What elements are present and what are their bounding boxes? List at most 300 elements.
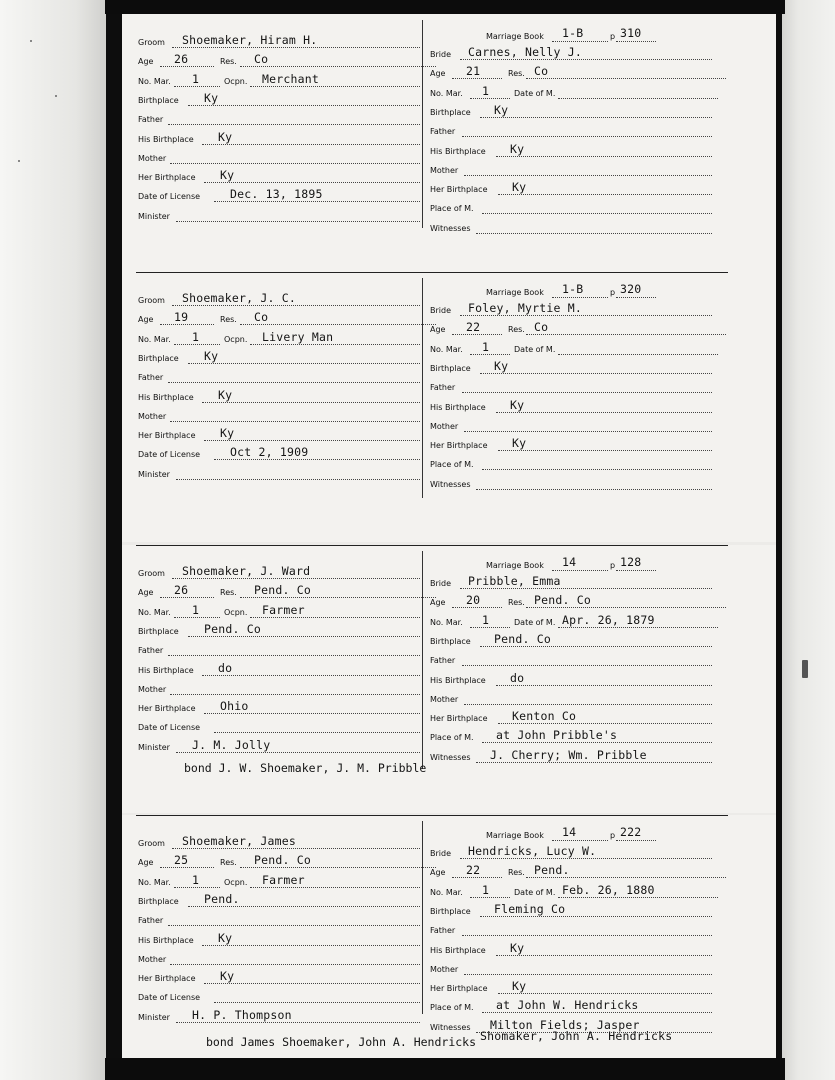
bride-no-mar-label: No. Mar.: [430, 344, 463, 354]
bride-date-of-m-label: Date of M.: [514, 887, 556, 897]
bride-mother-label: Mother: [430, 694, 459, 704]
bride-her-birthplace-value: Ky: [512, 180, 527, 195]
entry-line: [480, 916, 712, 917]
groom-no-mar-label: No. Mar.: [138, 607, 171, 617]
groom-her-birthplace-label: Her Birthplace: [138, 974, 196, 984]
entry-line: [480, 646, 712, 647]
bride-place-of-m-value: at John W. Hendricks: [496, 998, 639, 1013]
groom-age-value: 26: [174, 583, 189, 598]
page-value: 222: [620, 825, 642, 839]
entry-line: [160, 66, 214, 67]
bride-age-label: Age: [430, 598, 446, 608]
groom-mother-label: Mother: [138, 684, 167, 694]
entry-line: [168, 925, 420, 926]
bride-no-mar-value: 1: [482, 612, 490, 627]
groom-father-label: Father: [138, 115, 164, 125]
right-margin-strip: [778, 0, 835, 1080]
groom-ocpn-label: Ocpn.: [224, 76, 248, 86]
bride-her-birthplace-value: Kenton Co: [512, 709, 577, 724]
entry-line: [168, 124, 420, 125]
bride-no-mar-label: No. Mar.: [430, 617, 463, 627]
entry-line: [460, 315, 712, 316]
column-divider: [422, 278, 423, 498]
entry-line: [174, 887, 220, 888]
entry-line: [250, 86, 420, 87]
groom-date-of-license-value: Dec. 13, 1895: [230, 187, 323, 202]
groom-her-birthplace-value: Ky: [220, 168, 235, 183]
entry-line: [250, 617, 420, 618]
groom-age-value: 19: [174, 310, 189, 325]
entry-line: [204, 440, 420, 441]
bride-name-value: Hendricks, Lucy W.: [468, 844, 597, 858]
entry-line: [204, 713, 420, 714]
entry-line: [498, 194, 712, 195]
scan-speck: [55, 95, 57, 97]
bride-no-mar-value: 1: [482, 83, 490, 98]
bride-name-label: Bride: [430, 849, 451, 858]
groom-ocpn-value: Merchant: [262, 71, 319, 86]
groom-ocpn-value: Farmer: [262, 872, 305, 887]
entry-line: [552, 41, 608, 42]
entry-line: [170, 163, 420, 164]
page-value: 320: [620, 282, 642, 296]
entry-line: [240, 597, 436, 598]
entry-line: [160, 597, 214, 598]
entry-line: [480, 117, 712, 118]
bride-name-value: Carnes, Nelly J.: [468, 45, 582, 59]
groom-ocpn-label: Ocpn.: [224, 877, 248, 887]
groom-birthplace-label: Birthplace: [138, 896, 179, 906]
entry-line: [160, 867, 214, 868]
groom-res-label: Res.: [220, 315, 237, 325]
bride-witnesses-label: Witnesses: [430, 223, 471, 233]
groom-her-birthplace-value: Ky: [220, 969, 235, 984]
bride-mother-label: Mother: [430, 165, 459, 175]
bride-his-birthplace-label: His Birthplace: [430, 402, 486, 412]
entry-line: [470, 98, 510, 99]
groom-ocpn-value: Livery Man: [262, 329, 334, 344]
entry-line: [172, 848, 420, 849]
groom-mother-label: Mother: [138, 954, 167, 964]
bride-father-label: Father: [430, 656, 456, 666]
bride-name-value: Pribble, Emma: [468, 574, 561, 588]
entry-line: [250, 344, 420, 345]
groom-minister-value: H. P. Thompson: [192, 1007, 292, 1022]
film-edge-left: [106, 0, 122, 1080]
marriage-record-card: [122, 545, 776, 813]
bride-res-label: Res.: [508, 598, 525, 608]
entry-line: [616, 41, 656, 42]
column-divider: [422, 20, 423, 228]
groom-his-birthplace-label: His Birthplace: [138, 665, 194, 675]
groom-her-birthplace-label: Her Birthplace: [138, 173, 196, 183]
entry-line: [250, 887, 420, 888]
bride-witnesses-label: Witnesses: [430, 479, 471, 489]
entry-line: [464, 974, 712, 975]
entry-line: [460, 858, 712, 859]
entry-line: [552, 570, 608, 571]
marriage-record-card: [122, 815, 776, 1058]
entry-line: [174, 617, 220, 618]
entry-line: [498, 450, 712, 451]
entry-line: [170, 694, 420, 695]
entry-line: [498, 723, 712, 724]
bride-birthplace-value: Pend. Co: [494, 631, 551, 646]
marriage-book-label: Marriage Book: [486, 561, 544, 570]
page-label: p: [610, 561, 616, 570]
film-edge-right: [776, 0, 782, 1080]
bride-birthplace-label: Birthplace: [430, 636, 471, 646]
entry-line: [558, 98, 718, 99]
bride-his-birthplace-label: His Birthplace: [430, 146, 486, 156]
column-divider: [422, 821, 423, 1014]
groom-name-value: Shoemaker, J. C.: [182, 291, 296, 305]
bride-her-birthplace-value: Ky: [512, 979, 527, 994]
entry-line: [452, 78, 502, 79]
entry-line: [476, 233, 712, 234]
entry-line: [168, 382, 420, 383]
groom-res-value: Co: [254, 310, 269, 325]
bride-witnesses-label: Witnesses: [430, 752, 471, 762]
entry-line: [496, 156, 712, 157]
entry-line: [176, 752, 420, 753]
entry-line: [176, 479, 420, 480]
groom-her-birthplace-label: Her Birthplace: [138, 704, 196, 714]
marriage-record-card: [122, 272, 776, 542]
entry-line: [172, 47, 420, 48]
scan-speck: [18, 160, 20, 162]
groom-his-birthplace-label: His Birthplace: [138, 392, 194, 402]
groom-her-birthplace-value: Ohio: [220, 699, 249, 714]
bride-age-label: Age: [430, 868, 446, 878]
groom-ocpn-label: Ocpn.: [224, 607, 248, 617]
bride-father-label: Father: [430, 383, 456, 393]
scan-speck: [30, 40, 32, 42]
entry-line: [558, 627, 718, 628]
bride-his-birthplace-value: do: [510, 670, 525, 685]
entry-line: [202, 144, 420, 145]
bride-name-value: Foley, Myrtie M.: [468, 301, 582, 315]
entry-line: [214, 201, 420, 202]
groom-minister-value: J. M. Jolly: [192, 737, 271, 752]
entry-line: [172, 578, 420, 579]
groom-birthplace-label: Birthplace: [138, 353, 179, 363]
bride-birthplace-label: Birthplace: [430, 107, 471, 117]
bride-witnesses-continued: Shomaker, John A. Hendricks: [480, 1028, 673, 1043]
entry-line: [452, 334, 502, 335]
film-edge-top: [105, 0, 785, 14]
bride-date-of-m-label: Date of M.: [514, 88, 556, 98]
groom-birthplace-value: Ky: [204, 348, 219, 363]
bride-birthplace-value: Ky: [494, 358, 509, 373]
entry-line: [176, 221, 420, 222]
entry-line: [462, 392, 712, 393]
bride-place-of-m-label: Place of M.: [430, 1003, 474, 1013]
groom-minister-label: Minister: [138, 211, 170, 221]
entry-line: [464, 704, 712, 705]
entry-line: [176, 1022, 420, 1023]
groom-age-label: Age: [138, 588, 154, 598]
entry-line: [240, 324, 436, 325]
bride-her-birthplace-label: Her Birthplace: [430, 984, 488, 994]
entry-line: [214, 459, 420, 460]
page-value: 128: [620, 555, 642, 569]
entry-line: [462, 935, 712, 936]
column-divider: [422, 551, 423, 769]
groom-her-birthplace-label: Her Birthplace: [138, 431, 196, 441]
bride-name-label: Bride: [430, 50, 451, 59]
entry-line: [170, 421, 420, 422]
entry-line: [460, 588, 712, 589]
entry-line: [160, 324, 214, 325]
groom-mother-label: Mother: [138, 153, 167, 163]
groom-name-label: Groom: [138, 38, 165, 47]
entry-line: [202, 402, 420, 403]
groom-name-value: Shoemaker, J. Ward: [182, 564, 311, 578]
entry-line: [496, 685, 712, 686]
marriage-book-value: 14: [562, 825, 577, 839]
entry-line: [476, 489, 712, 490]
bride-res-value: Co: [534, 320, 549, 335]
bride-age-value: 22: [466, 863, 481, 878]
entry-line: [240, 867, 436, 868]
groom-father-label: Father: [138, 373, 164, 383]
entry-line: [470, 897, 510, 898]
bride-mother-label: Mother: [430, 421, 459, 431]
bride-his-birthplace-value: Ky: [510, 141, 525, 156]
bride-his-birthplace-label: His Birthplace: [430, 945, 486, 955]
marriage-book-label: Marriage Book: [486, 32, 544, 41]
entry-line: [616, 840, 656, 841]
groom-no-mar-label: No. Mar.: [138, 334, 171, 344]
groom-res-label: Res.: [220, 588, 237, 598]
bride-res-value: Co: [534, 64, 549, 79]
bride-place-of-m-label: Place of M.: [430, 204, 474, 214]
groom-date-of-license-label: Date of License: [138, 723, 201, 733]
bride-mother-label: Mother: [430, 964, 459, 974]
groom-his-birthplace-value: Ky: [218, 129, 233, 144]
bride-age-value: 22: [466, 320, 481, 335]
groom-res-value: Pend. Co: [254, 583, 311, 598]
bride-witnesses-label: Witnesses: [430, 1022, 471, 1032]
entry-line: [202, 945, 420, 946]
groom-age-label: Age: [138, 858, 154, 868]
groom-minister-label: Minister: [138, 1012, 170, 1022]
entry-line: [480, 373, 712, 374]
page-label: p: [610, 288, 616, 297]
entry-line: [188, 363, 420, 364]
entry-line: [172, 305, 420, 306]
entry-line: [214, 1002, 420, 1003]
entry-line: [460, 59, 712, 60]
marriage-book-value: 1-B: [562, 26, 584, 40]
bride-date-of-m-label: Date of M.: [514, 617, 556, 627]
bride-no-mar-label: No. Mar.: [430, 887, 463, 897]
marriage-book-value: 1-B: [562, 282, 584, 296]
groom-birthplace-value: Pend. Co: [204, 621, 261, 636]
page-label: p: [610, 831, 616, 840]
entry-line: [470, 354, 510, 355]
groom-mother-label: Mother: [138, 411, 167, 421]
bride-no-mar-value: 1: [482, 339, 490, 354]
entry-line: [526, 607, 726, 608]
entry-line: [496, 955, 712, 956]
groom-minister-label: Minister: [138, 469, 170, 479]
bride-his-birthplace-value: Ky: [510, 940, 525, 955]
entry-line: [482, 469, 712, 470]
groom-his-birthplace-value: Ky: [218, 930, 233, 945]
entry-line: [558, 354, 718, 355]
groom-his-birthplace-value: do: [218, 660, 233, 675]
entry-line: [482, 1012, 712, 1013]
entry-line: [170, 964, 420, 965]
groom-date-of-license-label: Date of License: [138, 450, 201, 460]
groom-no-mar-value: 1: [192, 602, 200, 617]
film-edge-bottom: [105, 1058, 785, 1080]
groom-ocpn-value: Farmer: [262, 602, 305, 617]
bride-date-of-m-label: Date of M.: [514, 344, 556, 354]
groom-no-mar-value: 1: [192, 329, 200, 344]
bride-father-label: Father: [430, 127, 456, 137]
entry-line: [452, 607, 502, 608]
bride-birthplace-value: Ky: [494, 102, 509, 117]
marriage-record-card: [122, 14, 776, 272]
entry-line: [214, 732, 420, 733]
bride-witnesses-value: J. Cherry; Wm. Pribble: [490, 747, 647, 762]
bride-name-label: Bride: [430, 306, 451, 315]
bride-his-birthplace-value: Ky: [510, 397, 525, 412]
bride-her-birthplace-label: Her Birthplace: [430, 714, 488, 724]
entry-line: [202, 675, 420, 676]
entry-line: [174, 344, 220, 345]
bride-birthplace-label: Birthplace: [430, 906, 471, 916]
groom-date-of-license-label: Date of License: [138, 993, 201, 1003]
groom-age-label: Age: [138, 315, 154, 325]
entry-line: [496, 412, 712, 413]
groom-birthplace-value: Pend.: [204, 891, 240, 906]
groom-name-label: Groom: [138, 296, 165, 305]
groom-res-label: Res.: [220, 858, 237, 868]
entry-line: [204, 182, 420, 183]
entry-line: [552, 840, 608, 841]
bride-place-of-m-value: at John Pribble's: [496, 728, 618, 743]
groom-no-mar-value: 1: [192, 71, 200, 86]
entry-line: [482, 742, 712, 743]
groom-birthplace-label: Birthplace: [138, 626, 179, 636]
groom-father-label: Father: [138, 916, 164, 926]
groom-name-label: Groom: [138, 839, 165, 848]
entry-line: [526, 78, 726, 79]
bride-birthplace-value: Fleming Co: [494, 901, 566, 916]
bride-name-label: Bride: [430, 579, 451, 588]
groom-no-mar-label: No. Mar.: [138, 76, 171, 86]
entry-line: [526, 334, 726, 335]
entry-line: [470, 627, 510, 628]
groom-name-label: Groom: [138, 569, 165, 578]
entry-line: [188, 906, 420, 907]
groom-birthplace-value: Ky: [204, 90, 219, 105]
scan-blot: [802, 660, 808, 678]
entry-line: [616, 570, 656, 571]
groom-birthplace-label: Birthplace: [138, 95, 179, 105]
groom-age-value: 26: [174, 52, 189, 67]
entry-line: [616, 297, 656, 298]
entry-line: [188, 105, 420, 106]
bride-res-value: Pend.: [534, 863, 570, 878]
groom-no-mar-label: No. Mar.: [138, 877, 171, 887]
bride-her-birthplace-label: Her Birthplace: [430, 441, 488, 451]
groom-res-label: Res.: [220, 57, 237, 67]
entry-line: [188, 636, 420, 637]
page-label: p: [610, 32, 616, 41]
entry-line: [204, 983, 420, 984]
record-divider: [136, 272, 728, 273]
entry-line: [464, 175, 712, 176]
entry-line: [174, 86, 220, 87]
bride-res-label: Res.: [508, 868, 525, 878]
groom-name-value: Shoemaker, James: [182, 834, 296, 848]
groom-her-birthplace-value: Ky: [220, 426, 235, 441]
groom-name-value: Shoemaker, Hiram H.: [182, 33, 318, 47]
bride-no-mar-label: No. Mar.: [430, 88, 463, 98]
marriage-book-label: Marriage Book: [486, 831, 544, 840]
bride-date-of-m-value: Apr. 26, 1879: [562, 612, 655, 627]
bride-her-birthplace-label: Her Birthplace: [430, 185, 488, 195]
bride-his-birthplace-label: His Birthplace: [430, 675, 486, 685]
record-divider: [136, 815, 728, 816]
entry-line: [526, 877, 726, 878]
bride-res-value: Pend. Co: [534, 593, 591, 608]
entry-line: [552, 297, 608, 298]
groom-ocpn-label: Ocpn.: [224, 334, 248, 344]
groom-his-birthplace-label: His Birthplace: [138, 935, 194, 945]
marriage-book-value: 14: [562, 555, 577, 569]
groom-his-birthplace-value: Ky: [218, 387, 233, 402]
groom-his-birthplace-label: His Birthplace: [138, 134, 194, 144]
entry-line: [476, 762, 712, 763]
entry-line: [464, 431, 712, 432]
entry-line: [168, 655, 420, 656]
bride-res-label: Res.: [508, 69, 525, 79]
record-divider: [136, 545, 728, 546]
entry-line: [498, 993, 712, 994]
groom-age-label: Age: [138, 57, 154, 67]
entry-line: [452, 877, 502, 878]
entry-line: [462, 665, 712, 666]
left-margin-strip: [0, 0, 108, 1080]
bride-her-birthplace-value: Ky: [512, 436, 527, 451]
groom-minister-label: Minister: [138, 742, 170, 752]
groom-date-of-license-value: Oct 2, 1909: [230, 445, 309, 460]
bride-witnesses-value: Milton Fields; Jasper: [490, 1017, 640, 1032]
bride-age-label: Age: [430, 69, 446, 79]
groom-no-mar-value: 1: [192, 872, 200, 887]
groom-res-value: Pend. Co: [254, 853, 311, 868]
entry-line: [240, 66, 436, 67]
entry-line: [558, 897, 718, 898]
bride-no-mar-value: 1: [482, 882, 490, 897]
bride-age-value: 21: [466, 64, 481, 79]
bride-place-of-m-label: Place of M.: [430, 733, 474, 743]
bond-note: bond J. W. Shoemaker, J. M. Pribble: [184, 761, 427, 775]
bride-place-of-m-label: Place of M.: [430, 460, 474, 470]
groom-age-value: 25: [174, 853, 189, 868]
bond-note: bond James Shoemaker, John A. Hendricks: [206, 1035, 477, 1049]
bride-birthplace-label: Birthplace: [430, 363, 471, 373]
bride-age-value: 20: [466, 593, 481, 608]
bride-res-label: Res.: [508, 325, 525, 335]
bride-age-label: Age: [430, 325, 446, 335]
